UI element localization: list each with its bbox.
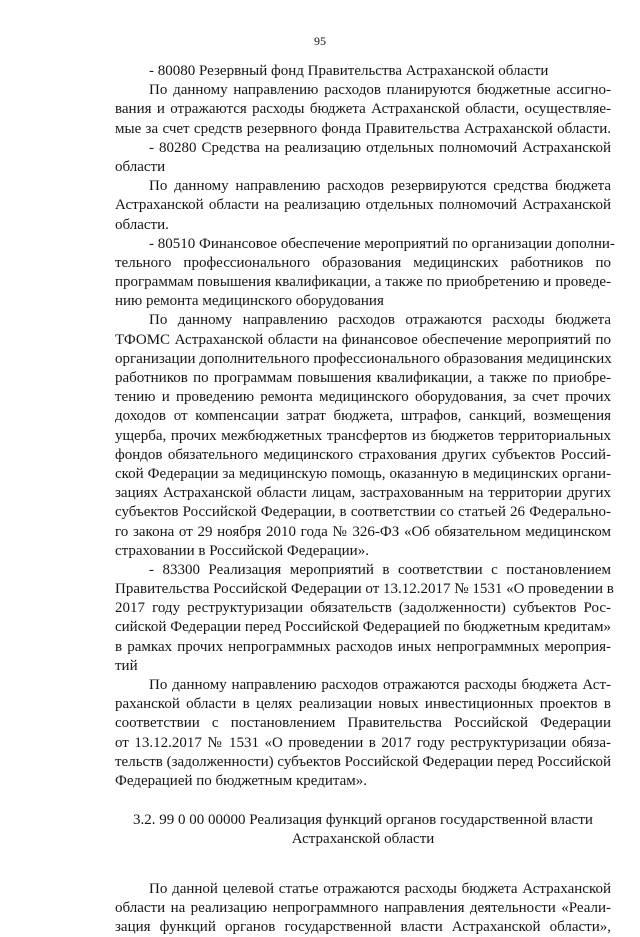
page-number: 95	[0, 34, 640, 48]
text-line: доходов от компенсации затрат бюджета, штрафов, санкций, возмещения	[115, 407, 611, 426]
text-line: тению и проведению ремонта медицинского оборудования, за счет прочих	[115, 388, 611, 407]
text-line: Федерацией по бюджетным кредитам».	[115, 772, 611, 791]
paragraph-80080-description	[115, 81, 611, 139]
text-line: ущерба, прочих межбюджетных трансфертов из бюджетов территориальных	[115, 427, 611, 446]
text-line: - 80280 Средства на реализацию отдельных полномочий Астраханской	[115, 139, 611, 158]
section-heading	[115, 811, 611, 849]
text-line: области на реализацию непрограммного направления деятельности «Реали-	[115, 899, 611, 918]
text-line: - 83300 Реализация мероприятий в соответствии с постановлением	[115, 561, 611, 580]
section-heading-line-2: Астраханской области	[115, 830, 611, 849]
text-line: в рамках прочих непрограммных расходов иных непрограммных мероприя-	[115, 638, 611, 657]
paragraph-80280-title	[115, 139, 611, 177]
text-line: от 13.12.2017 № 1531 «О проведении в 2017 году реструктуризации обяза-	[115, 734, 611, 753]
text-line: области.	[115, 216, 611, 235]
text-line: тий	[115, 657, 611, 676]
paragraph-section-description	[115, 880, 611, 937]
text-line: фондов обязательного медицинского страхования других субъектов Россий-	[115, 446, 611, 465]
text-line: соответствии с постановлением Правительства Российской Федерации	[115, 714, 611, 733]
text-line: зациях Астраханской области лицам, застрахованным на территории других	[115, 484, 611, 503]
paragraph-80510-title	[115, 235, 611, 312]
text-line: По данному направлению расходов резервируются средства бюджета	[115, 177, 611, 196]
text-line: программам повышения квалификации, а также по приобретению и проведе-	[115, 273, 611, 292]
text-line: вания и отражаются расходы бюджета Астраханской области, осуществляе-	[115, 100, 611, 119]
paragraph-83300-title	[115, 561, 611, 676]
text-line: - 80080 Резервный фонд Правительства Астраханской области	[115, 62, 611, 81]
paragraph-83300-description	[115, 676, 611, 791]
text-line: зация функций органов государственной власти Астраханской области»,	[115, 918, 611, 937]
text-line: По данному направлению расходов планируются бюджетные ассигно-	[115, 81, 611, 100]
text-line: организации дополнительного профессионального образования медицинских	[115, 350, 611, 369]
spacer	[115, 791, 611, 811]
text-line: 2017 году реструктуризации обязательств (задолженности) субъектов Рос-	[115, 599, 611, 618]
text-line: работников по программам повышения квалификации, а также по приобре-	[115, 369, 611, 388]
text-line: ской Федерации за медицинскую помощь, оказанную в медицинских органи-	[115, 465, 611, 484]
text-line: По данной целевой статье отражаются расходы бюджета Астраханской	[115, 880, 611, 899]
text-line: мые за счет средств резервного фонда Правительства Астраханской области.	[115, 120, 611, 139]
paragraph-80080-title	[115, 62, 611, 81]
text-line: По данному направлению расходов отражаются расходы бюджета	[115, 311, 611, 330]
document-body	[115, 62, 611, 937]
text-line: Астраханской области на реализацию отдельных полномочий Астраханской	[115, 196, 611, 215]
paragraph-80280-description	[115, 177, 611, 235]
spacer	[115, 850, 611, 880]
text-line: ТФОМС Астраханской области на финансовое обеспечение мероприятий по	[115, 331, 611, 350]
text-line: тельного профессионального образования медицинских работников по	[115, 254, 611, 273]
text-line: По данному направлению расходов отражаются расходы бюджета Аст-	[115, 676, 611, 695]
text-line: го закона от 29 ноября 2010 года № 326-ФЗ «Об обязательном медицинском	[115, 523, 611, 542]
text-line: субъектов Российской Федерации, в соответствии со статьей 26 Федерально-	[115, 503, 611, 522]
text-line: раханской области в целях реализации новых инвестиционных проектов в	[115, 695, 611, 714]
text-line: страховании в Российской Федерации».	[115, 542, 611, 561]
text-line: тельств (задолженности) субъектов Российской Федерации перед Российской	[115, 753, 611, 772]
text-line: Правительства Российской Федерации от 13.12.2017 № 1531 «О проведении в	[115, 580, 611, 599]
text-line: области	[115, 158, 611, 177]
text-line: нию ремонта медицинского оборудования	[115, 292, 611, 311]
text-line: - 80510 Финансовое обеспечение мероприятий по организации дополни-	[115, 235, 611, 254]
text-line: сийской Федерации перед Российской Федерацией по бюджетным кредитам»	[115, 618, 611, 637]
section-heading-line-1: 3.2. 99 0 00 00000 Реализация функций органов государственной власти	[115, 811, 611, 830]
paragraph-80510-description	[115, 311, 611, 560]
